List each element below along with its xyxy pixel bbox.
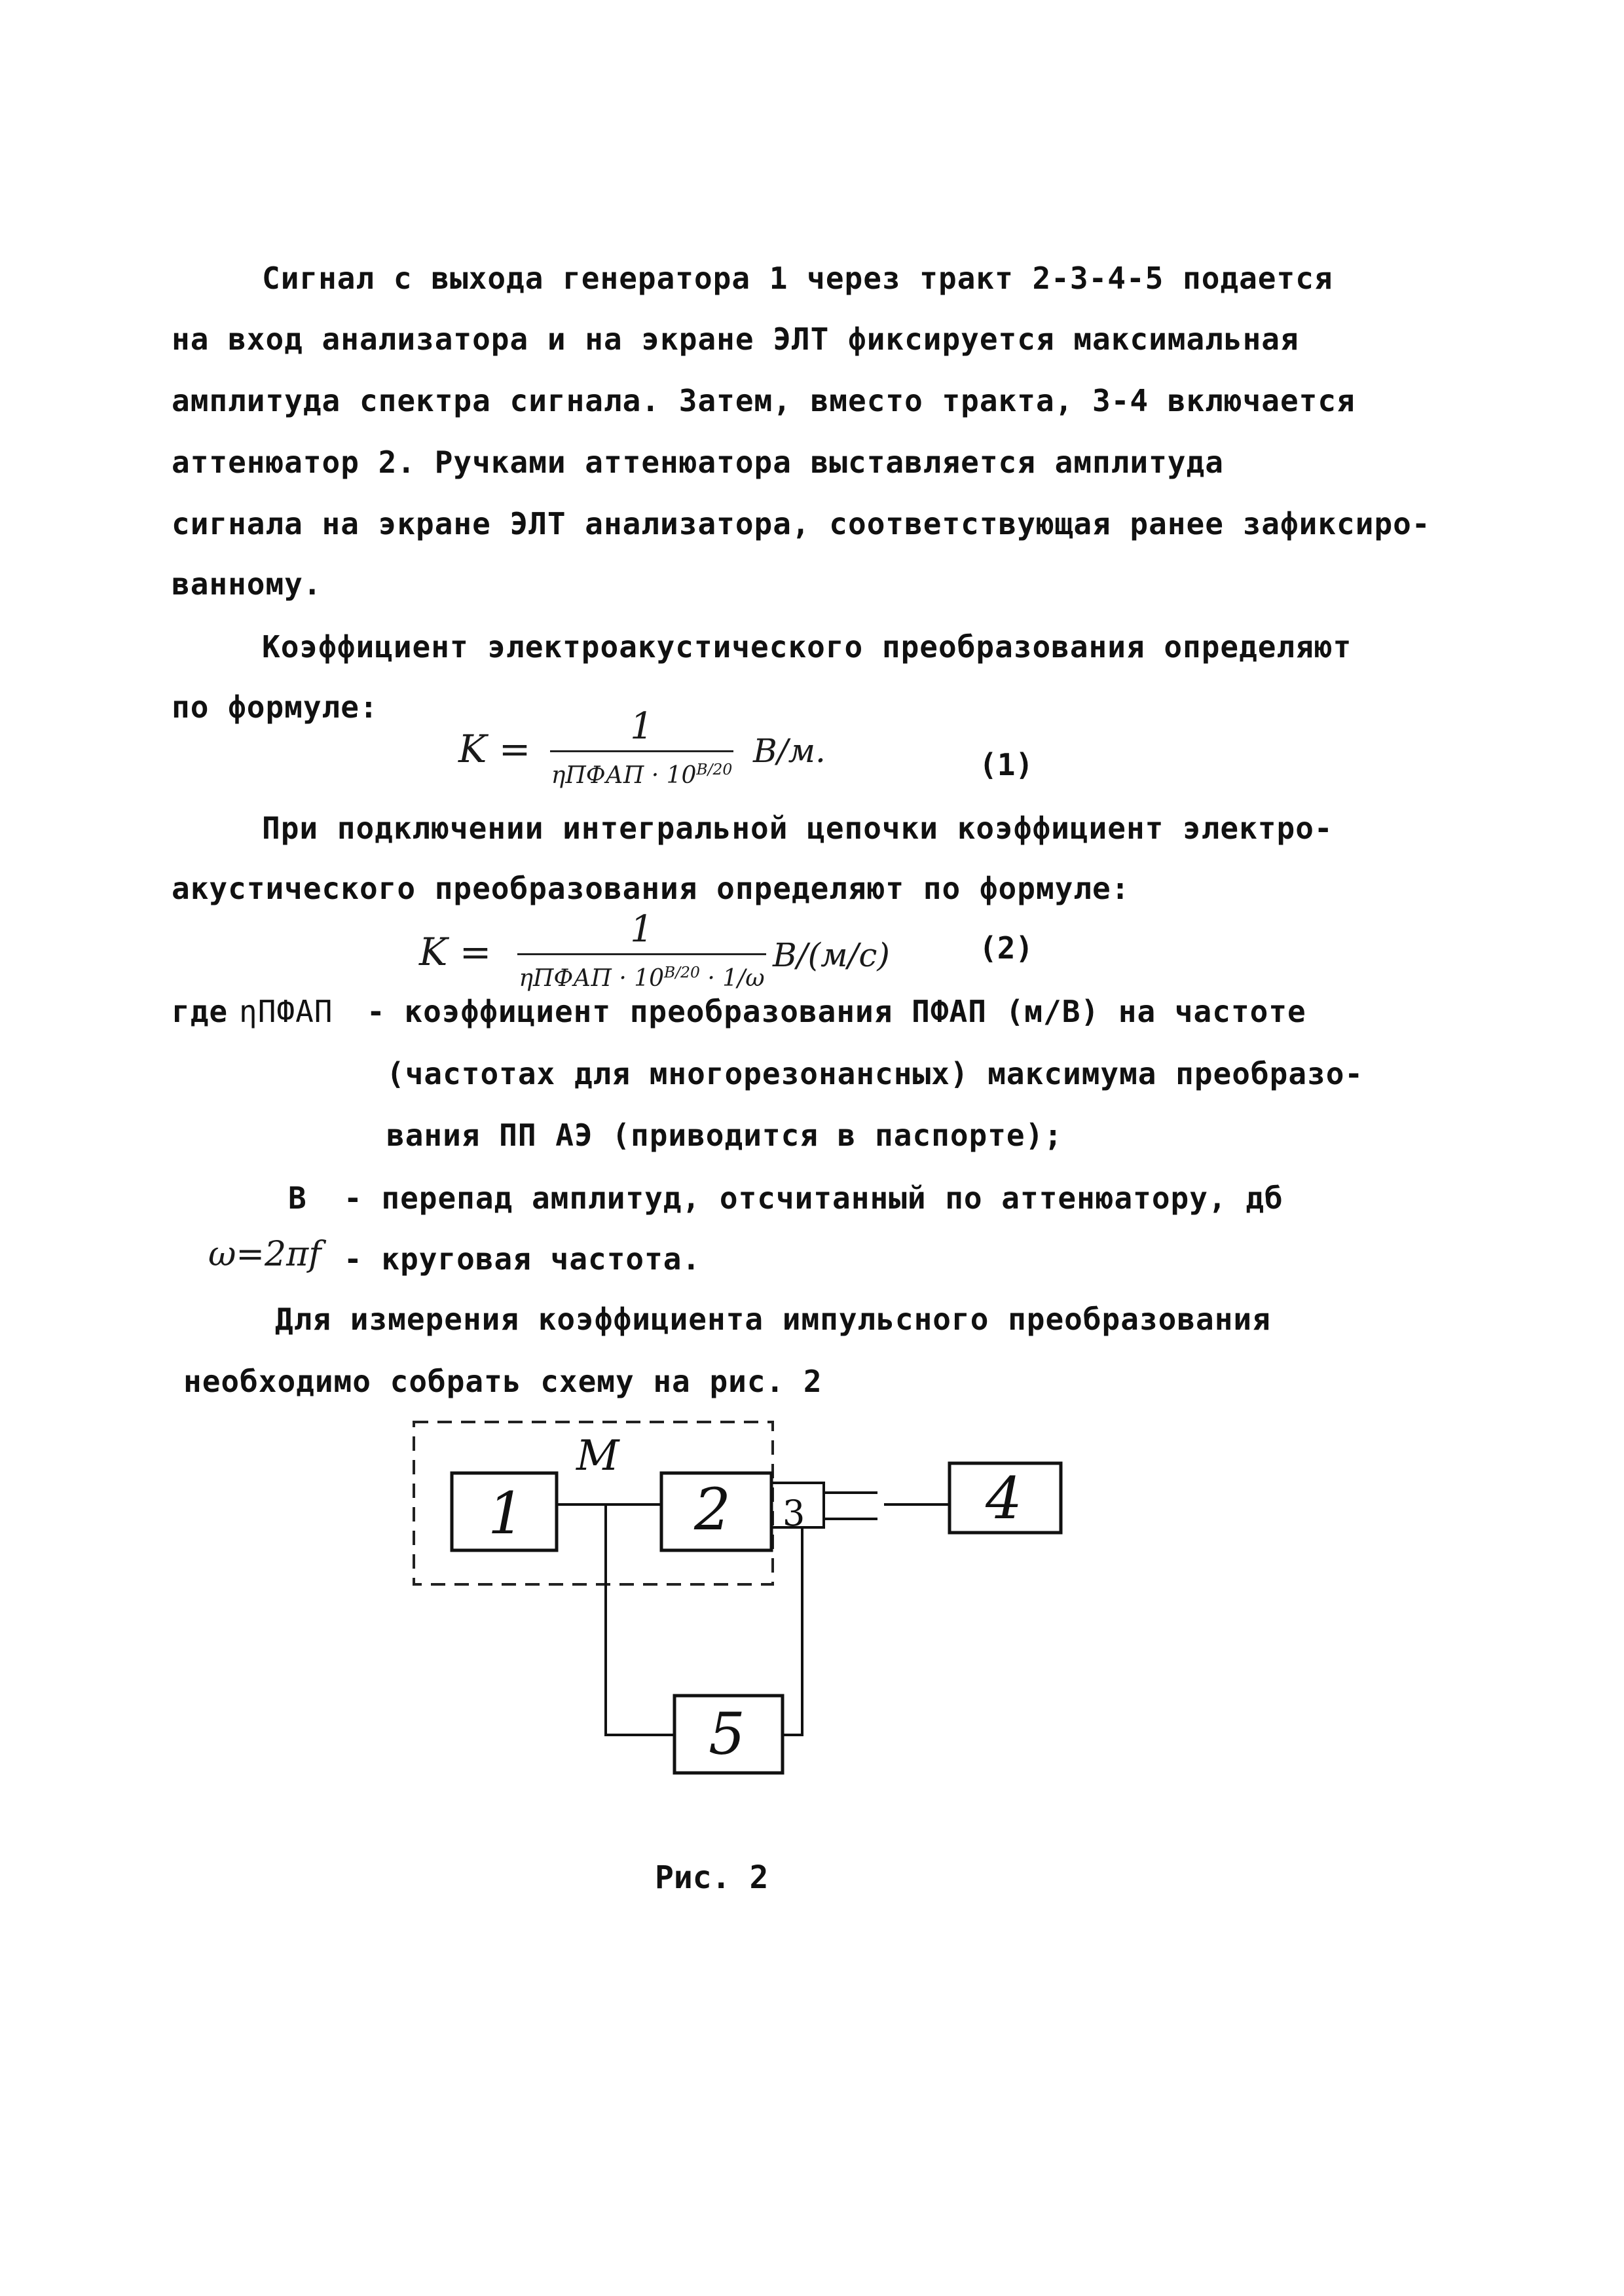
formula1-unit: В/м. [753,732,826,770]
p2-line-2: по формуле: [172,689,378,725]
formula2-number: (2) [979,930,1034,966]
formula2-numerator: 1 [630,908,654,951]
block-3-label: 3 [783,1493,805,1534]
p4-line-1: Для измерения коэффициента импульсного преобразования [275,1302,1271,1337]
block-2-label: 2 [694,1476,731,1543]
p4-line-2: необходимо собрать схему на рис. 2 [183,1364,822,1399]
p1-line-6: ванному. [172,566,322,602]
wire-5-right [783,1527,802,1735]
b-symbol: B [288,1180,307,1216]
formula1-denominator: ηПФАП · $10^{B/20}$ [551,760,733,789]
p1-line-1: Сигнал с выхода генератора 1 через тракт 2-3-4-5 подается [262,261,1333,296]
block-4-label: 4 [986,1465,1022,1532]
where-symbol: ηПФАП [239,994,333,1029]
where-line-2: (частотах для многорезонансных) максимума преобразо- [386,1056,1364,1091]
omega-symbol: ω=2πf [208,1235,322,1274]
formula2-unit: В/(м/с) [773,936,890,974]
where-prefix: где [172,994,229,1029]
formula1-exponent: B/20 [696,760,733,778]
p1-line-5: сигнала на экране ЭЛТ анализатора, соответствующая ранее зафиксиро- [172,506,1431,541]
block-1-label: 1 [488,1480,525,1547]
p1-line-4: аттенюатор 2. Ручками аттенюатора выставляется амплитуда [172,445,1224,480]
omega-description: - круговая частота. [344,1241,701,1277]
formula1-number: (1) [979,747,1034,782]
formula2-exponent: B/20 [664,963,700,981]
wire-branch-5-left [606,1504,674,1735]
block-5-label: 5 [709,1700,745,1768]
p2-line-1: Коэффициент электроакустического преобразования определяют [262,629,1352,665]
p1-line-2: на вход анализатора и на экране ЭЛТ фиксируется максимальная [172,321,1299,357]
formula1-lhs: K = [458,727,531,771]
b-description: - перепад амплитуд, отсчитанный по аттенюатору, дб [344,1180,1283,1216]
p3-line-1: При подключении интегральной цепочки коэффициент электро- [262,811,1333,846]
group-m-label: М [576,1432,619,1480]
where-line-3: вания ПП АЭ (приводится в паспорте); [386,1118,1063,1153]
formula2-den-tail: · 1/ω [707,965,765,992]
formula2-lhs: K = [419,930,492,974]
formula2-denominator: ηПФАП · $10^{B/20} \cdot 1/\omega$ [519,963,765,992]
formula1-numerator: 1 [630,705,654,748]
p3-line-2: акустического преобразования определяют по формуле: [172,871,1130,906]
p1-line-3: амплитуда спектра сигнала. Затем, вместо тракта, 3-4 включается [172,383,1356,418]
where-line-1: - коэффициент преобразования ПФАП (м/В) на частоте [367,994,1306,1029]
figure-caption: Рис. 2 [655,1859,769,1896]
